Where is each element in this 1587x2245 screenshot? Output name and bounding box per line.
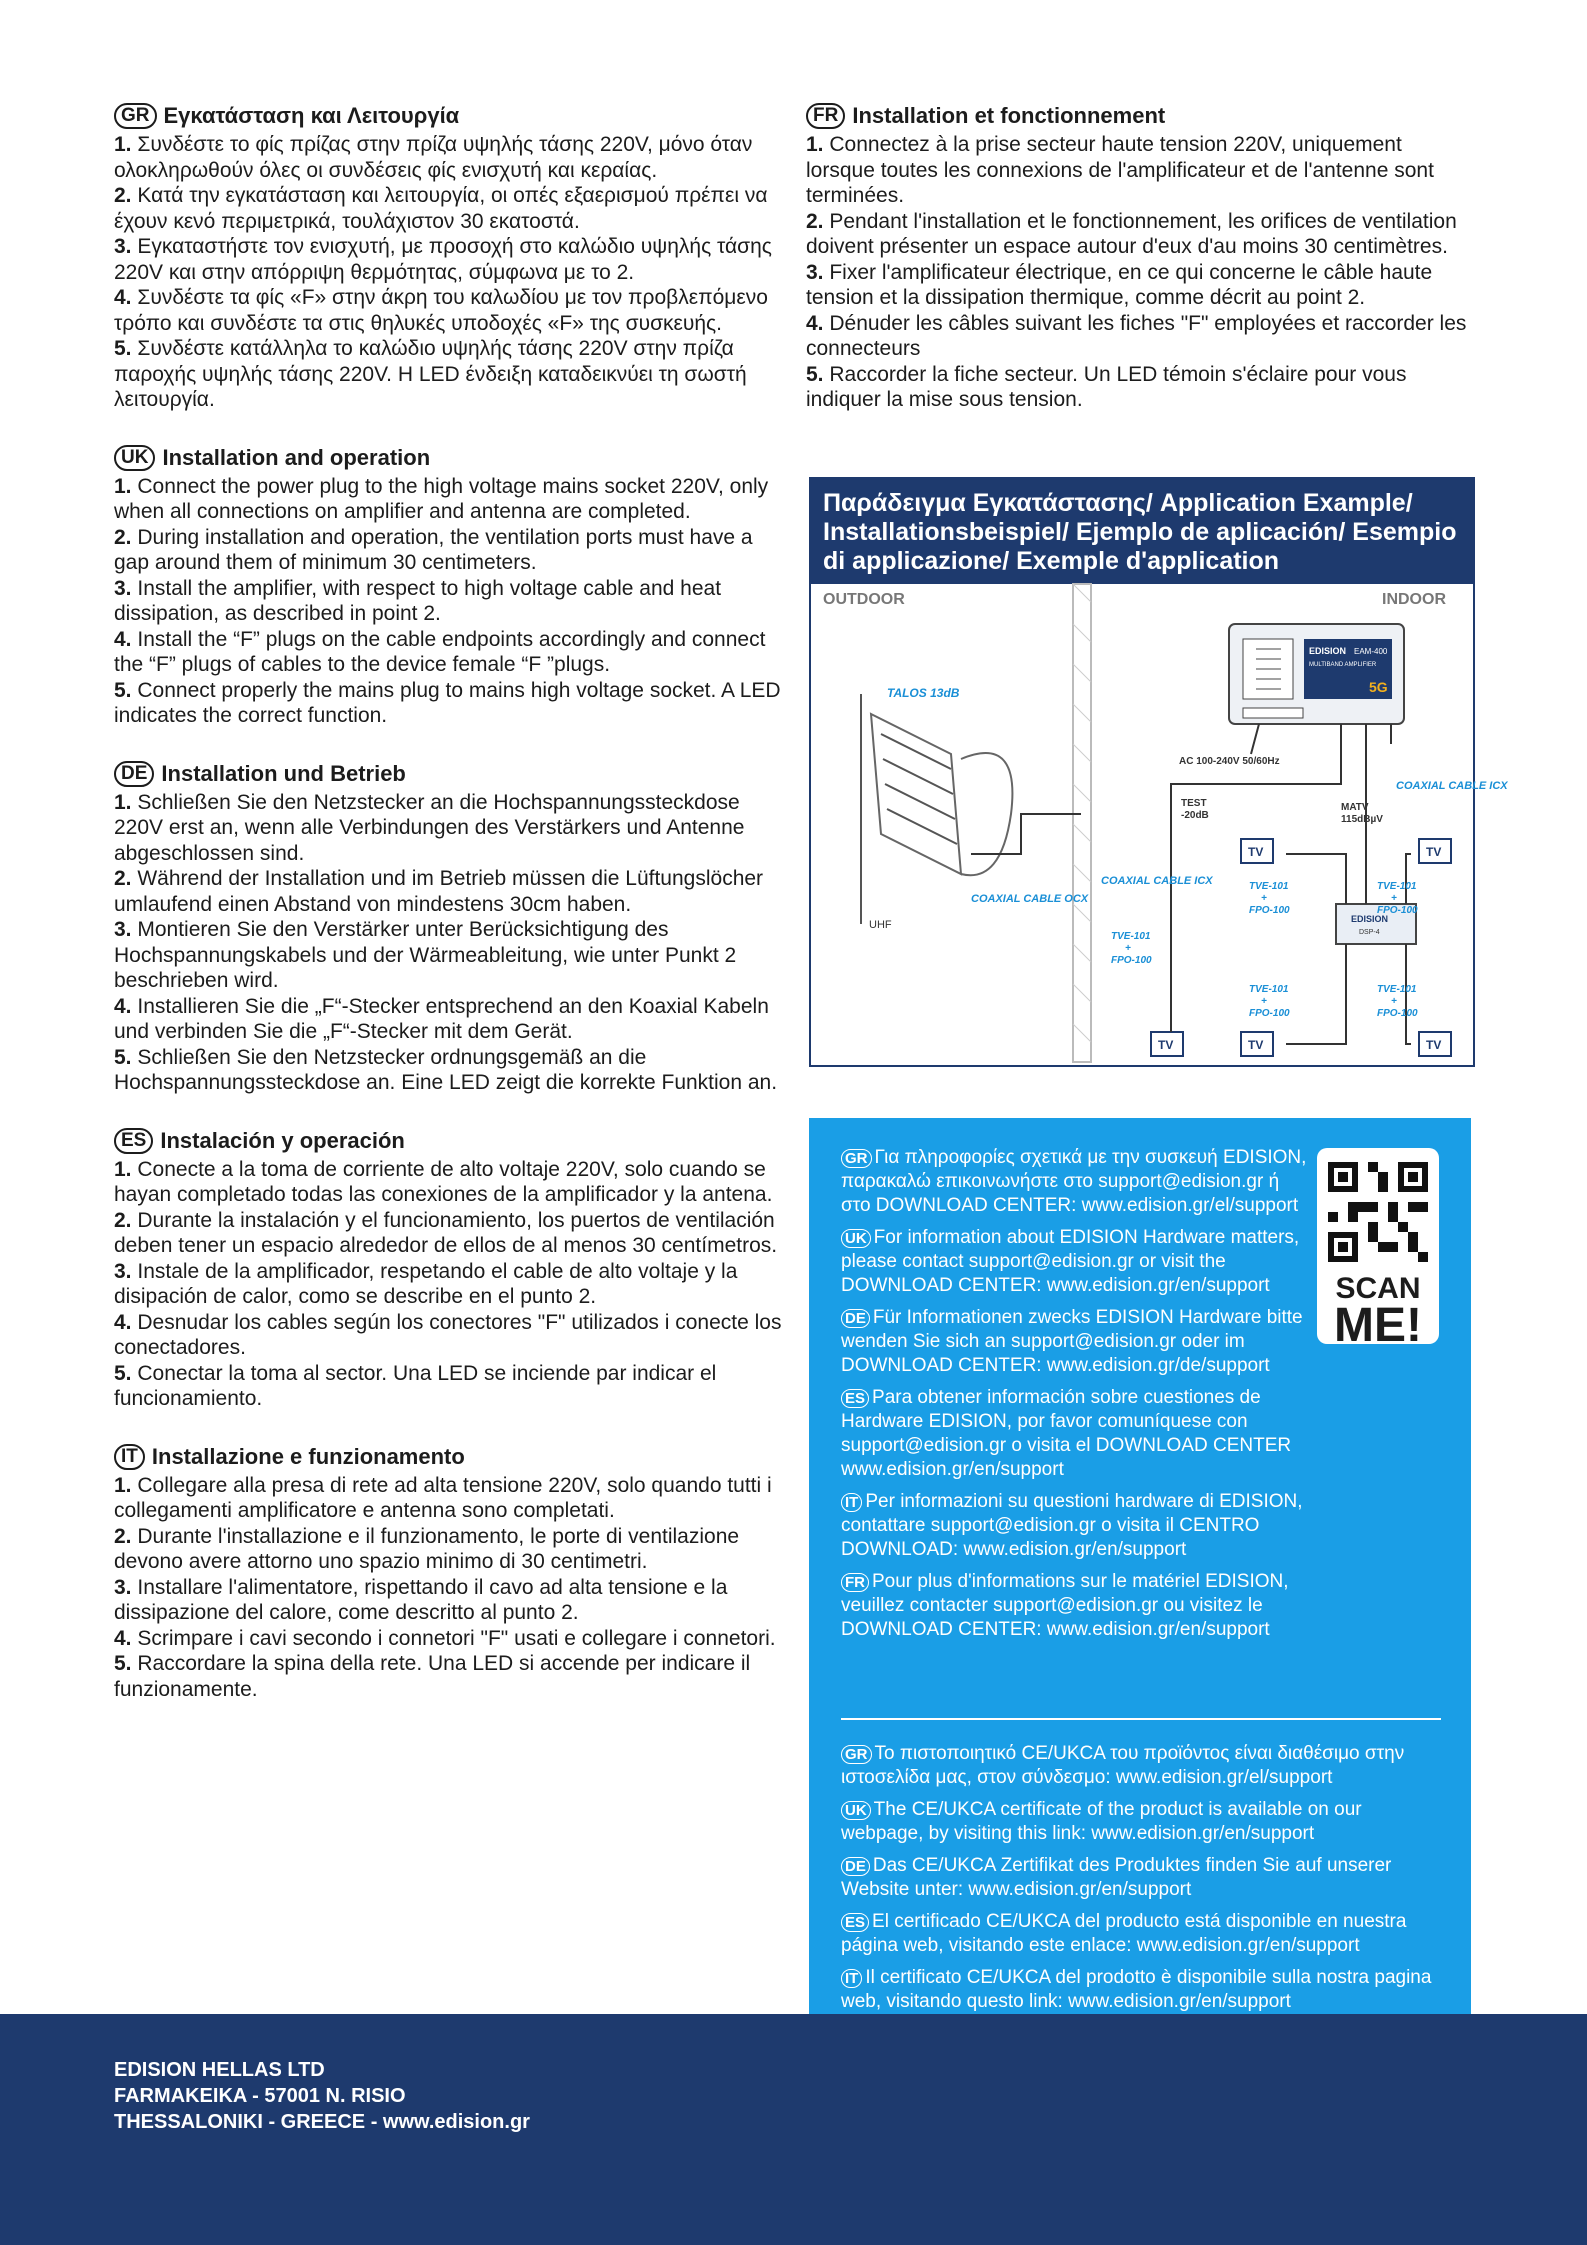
wall <box>1073 584 1091 1062</box>
svg-text:EDISION: EDISION <box>1351 914 1389 924</box>
step-number: 1. <box>114 1157 132 1181</box>
step <box>114 183 784 234</box>
lang-badge: UK <box>841 1801 871 1820</box>
cert-item <box>841 1742 1441 1790</box>
lang-badge: GR <box>841 1745 872 1764</box>
step-number: 1. <box>806 133 824 156</box>
step <box>114 678 784 729</box>
svg-text:+: + <box>1125 943 1131 954</box>
installation-diagram <box>811 584 1508 1062</box>
left-column <box>114 103 784 1734</box>
step <box>114 1208 784 1259</box>
svg-text:FPO-100: FPO-100 <box>1377 1008 1418 1019</box>
svg-text:MULTIBAND AMPLIFIER: MULTIBAND AMPLIFIER <box>1309 662 1377 668</box>
cert-item <box>841 1910 1441 1958</box>
step <box>114 627 784 678</box>
svg-text:FPO-100: FPO-100 <box>1111 955 1152 966</box>
lang-badge: DE <box>841 1309 870 1328</box>
lang-badge: UK <box>841 1229 871 1248</box>
svg-text:TVE-101: TVE-101 <box>1111 931 1151 942</box>
step-number: 5. <box>114 337 132 360</box>
step <box>114 1045 784 1096</box>
svg-text:DSP-4: DSP-4 <box>1359 929 1380 936</box>
cert-text: Το πιστοποιητικό CE/UKCA του προϊόντος είναι διαθέσιμο στην ιστοσελίδα μας, στον σύνδεσμο: www.edision.gr/el/support <box>841 1743 1405 1788</box>
step <box>114 1651 784 1702</box>
step-number: 5. <box>114 1361 132 1385</box>
section-title: Installation und Betrieb <box>161 760 406 786</box>
step-number: 1. <box>114 474 132 498</box>
step <box>114 1473 784 1524</box>
step-text: Connectez à la prise secteur haute tension 220V, uniquement lorsque toutes les connexions de l'amplificateur et de l'antenne sont terminées. <box>806 133 1434 207</box>
support-item <box>841 1146 1311 1218</box>
section-title: Installazione e funzionamento <box>151 1443 465 1469</box>
step-text: Während der Installation und im Betrieb müssen die Lüftungslöcher umlaufend einen Abstand von mindestens 30cm haben. <box>114 867 764 916</box>
step-text: Conecte a la toma de corriente de alto voltaje 220V, solo cuando se hayan completado todas las conexiones de la amplificador y la antena. <box>114 1157 773 1206</box>
test-label: TEST <box>1181 798 1207 809</box>
step <box>114 525 784 576</box>
tv-label: TV <box>1248 845 1264 859</box>
step <box>114 866 784 917</box>
step-text: During installation and operation, the ventilation ports must have a gap around them of minimum 30 centimeters. <box>114 525 753 574</box>
coax-icx-label: COAXIAL CABLE ICX <box>1396 780 1508 792</box>
step-text: Conectar la toma al sector. Una LED se inciende par indicar el funcionamiento. <box>114 1361 717 1410</box>
step-text: Instale de la amplificador, respetando el cable de alto voltaje y la disipación de calor, como se describe en el punto 2. <box>114 1259 738 1308</box>
antenna-label: TALOS 13dB <box>887 686 960 700</box>
cert-item <box>841 1854 1441 1902</box>
section-title: Instalación y operación <box>160 1127 405 1153</box>
section-es <box>114 1128 784 1412</box>
lang-badge: FR <box>841 1573 869 1592</box>
svg-text:TVE-101: TVE-101 <box>1249 984 1289 995</box>
svg-text:EAM-400: EAM-400 <box>1354 647 1388 656</box>
section-heading <box>114 761 784 787</box>
application-example <box>809 477 1508 1067</box>
step-text: Συνδέστε τα φίς «F» στην άκρη του καλωδίου με τον προβλεπόμενο τρόπο και συνδέστε τα στις θηλυκές υποδοχές «F» της συσκευής. <box>114 286 768 335</box>
svg-text:+: + <box>1391 893 1397 904</box>
lang-badge: FR <box>806 103 845 129</box>
amplifier-device <box>1229 624 1404 724</box>
step <box>114 994 784 1045</box>
section-heading <box>806 103 1471 129</box>
step <box>806 362 1471 413</box>
step-number: 5. <box>114 1045 132 1069</box>
step <box>114 234 784 285</box>
section-title: Installation and operation <box>162 444 431 470</box>
step-text: Durante la instalación y el funcionamiento, los puertos de ventilación deben tener un espacio alrededor de ellos de al menos 30 centímetros. <box>114 1208 778 1257</box>
step-text: Schließen Sie den Netzstecker an die Hochspannungssteckdose 220V erst an, wenn alle Verbindungen des Verstärkers und Antenne abgeschlossen sind. <box>114 790 745 865</box>
step-number: 2. <box>114 525 132 549</box>
lang-badge: IT <box>114 1444 145 1470</box>
step <box>806 132 1471 209</box>
support-item <box>841 1570 1311 1642</box>
tv-label: TV <box>1158 1038 1174 1052</box>
step-text: Collegare alla presa di rete ad alta tensione 220V, solo quando tutti i collegamenti amplificatore e antenna sono completati. <box>114 1473 772 1522</box>
step-text: Install the “F” plugs on the cable endpoints accordingly and connect the “F” plugs of cables to the device female “F ”plugs. <box>114 627 766 676</box>
step <box>806 260 1471 311</box>
tv-label: TV <box>1426 1038 1442 1052</box>
section-heading <box>114 445 784 471</box>
support-info-box <box>809 1118 1471 2130</box>
coax-cable <box>971 814 1081 854</box>
lang-badge: DE <box>841 1857 870 1876</box>
step-number: 1. <box>114 790 132 814</box>
section-heading <box>114 103 784 129</box>
lang-badge: UK <box>114 445 155 471</box>
cert-item <box>841 1798 1441 1846</box>
step-number: 3. <box>806 260 824 284</box>
svg-text:FPO-100: FPO-100 <box>1249 905 1290 916</box>
svg-text:FPO-100: FPO-100 <box>1249 1008 1290 1019</box>
svg-text:5G: 5G <box>1369 679 1388 695</box>
lang-badge: IT <box>841 1969 862 1988</box>
step-number: 3. <box>114 1575 132 1599</box>
support-item <box>841 1386 1311 1482</box>
indoor-label: INDOOR <box>1382 591 1446 608</box>
lang-badge: DE <box>114 761 154 787</box>
cert-text: Das CE/UKCA Zertifikat des Produktes finden Sie auf unserer Website unter: www.edision.gr/en/support <box>841 1855 1392 1900</box>
support-item <box>841 1306 1311 1378</box>
svg-text:EDISION: EDISION <box>1309 646 1347 656</box>
step-text: Fixer l'amplificateur électrique, en ce qui concerne le câble haute tension et la dissipation thermique, comme décrit au point 2. <box>806 260 1433 309</box>
step-number: 1. <box>114 133 132 156</box>
step-number: 5. <box>114 678 132 702</box>
svg-text:FPO-100: FPO-100 <box>1377 905 1418 916</box>
step <box>114 1310 784 1361</box>
step-text: Εγκαταστήστε τον ενισχυτή, με προσοχή στο καλώδιο υψηλής τάσης 220V και στην απόρριψη θερμότητας, σύμφωνα με το 2. <box>114 235 772 284</box>
matv-db-label: 115dBµV <box>1341 814 1383 825</box>
section-title: Installation et fonctionnement <box>852 103 1166 129</box>
step-number: 2. <box>114 1524 132 1548</box>
right-column <box>806 103 1471 445</box>
step-number: 2. <box>114 867 132 890</box>
support-list <box>841 1146 1311 1650</box>
step-number: 3. <box>114 235 132 258</box>
step <box>114 1626 784 1652</box>
cert-text: The CE/UKCA certificate of the product is available on our webpage, by visiting this link: www.edision.gr/en/support <box>841 1799 1362 1844</box>
step-text: Installieren Sie die „F“-Stecker entsprechend an den Koaxial Kabeln und verbinden Sie die „F“-Stecker mit dem Gerät. <box>114 994 769 1043</box>
step <box>114 790 784 867</box>
outdoor-label: OUTDOOR <box>823 591 905 608</box>
svg-text:TVE-101: TVE-101 <box>1377 881 1417 892</box>
section-heading <box>114 1128 784 1154</box>
step-number: 3. <box>114 576 132 600</box>
step <box>114 1524 784 1575</box>
svg-text:+: + <box>1261 893 1267 904</box>
step-text: Connect properly the mains plug to mains high voltage socket. A LED indicates the correct function. <box>114 678 781 727</box>
coax-ocx-label: COAXIAL CABLE OCX <box>971 893 1089 905</box>
step-text: Desnudar los cables según los conectores "F" utilizados i conecte los conectadores. <box>114 1310 782 1359</box>
step-number: 4. <box>806 311 824 335</box>
support-text: Για πληροφορίες σχετικά με την συσκευή EDISION, παρακαλώ επικοινωνήστε στο support@edision.gr ή στο DOWNLOAD CENTER: www.edision.gr/el/support <box>841 1147 1307 1216</box>
svg-text:+: + <box>1391 996 1397 1007</box>
step <box>114 1575 784 1626</box>
section-fr <box>806 103 1471 413</box>
step-text: Pendant l'installation et le fonctionnement, les orifices de ventilation doivent présenter un espace autour d'eux d'au moins 30 centimètres. <box>806 209 1457 258</box>
step-number: 4. <box>114 627 132 651</box>
step-text: Durante l'installazione e il funzionamento, le porte di ventilazione devono avere attorno uno spazio minimo di 30 centimetri. <box>114 1524 740 1573</box>
step-text: Installare l'alimentatore, rispettando il cavo ad alta tensione e la dissipazione del calore, come descritto al punto 2. <box>114 1575 728 1624</box>
cert-item <box>841 1966 1441 2014</box>
step-number: 3. <box>114 1259 132 1283</box>
support-text: Für Informationen zwecks EDISION Hardware bitte wenden Sie sich an support@edision.gr oder im DOWNLOAD CENTER: www.edision.gr/de/support <box>841 1307 1303 1376</box>
step-number: 4. <box>114 1310 132 1334</box>
lang-badge: ES <box>841 1913 869 1932</box>
step-text: Schließen Sie den Netzstecker ordnungsgemäß an die Hochspannungssteckdose an. Eine LED zeigt die korrekte Funktion an. <box>114 1045 778 1094</box>
step-text: Dénuder les câbles suivant les fiches "F" employées et raccorder les connecteurs <box>806 311 1467 360</box>
application-title: Παράδειγμα Εγκατάστασης/ Application Example/ Installationsbeispiel/ Ejemplo de aplicación/ Esempio di applicazione/ Exemple d'application <box>811 479 1473 584</box>
step-number: 4. <box>114 1626 132 1650</box>
step <box>806 311 1471 362</box>
step-text: Συνδέστε το φίς πρίζας στην πρίζα υψηλής τάσης 220V, μόνο όταν ολοκληρωθούν όλες οι συνδέσεις φίς ενισχυτή και κεραίας. <box>114 133 753 182</box>
matv-label: MATV <box>1341 802 1369 813</box>
svg-text:TVE-101: TVE-101 <box>1377 984 1417 995</box>
qr-icon <box>1328 1162 1428 1262</box>
step <box>806 209 1471 260</box>
section-gr <box>114 103 784 413</box>
company-address <box>114 2057 530 2135</box>
step-text: Συνδέστε κατάλληλα το καλώδιο υψηλής τάσης 220V στην πρίζα παροχής υψηλής τάσης 220V. Η LED ένδειξη καταδεικνύει τη σωστή λειτουργία. <box>114 337 747 411</box>
coax-icx-label-2: COAXIAL CABLE ICX <box>1101 875 1213 887</box>
step-text: Montieren Sie den Verstärker unter Berücksichtigung des Hochspannungskabels und der Wärmeableitung, wie unter Punkt 2 beschrieben wird. <box>114 918 737 992</box>
support-text: For information about EDISION Hardware matters, please contact support@edision.gr or visit the DOWNLOAD CENTER: www.edision.gr/en/support <box>841 1227 1300 1296</box>
scan-label: SCAN <box>1335 1272 1421 1305</box>
step-number: 5. <box>806 362 824 386</box>
step-text: Install the amplifier, with respect to high voltage cable and heat dissipation, as described in point 2. <box>114 576 722 625</box>
lang-badge: ES <box>841 1389 869 1408</box>
support-text: Para obtener información sobre cuestiones de Hardware EDISION, por favor comuníquese con support@edision.gr o visita el DOWNLOAD CENTER www.edision.gr/en/support <box>841 1387 1292 1480</box>
step-number: 4. <box>114 994 132 1018</box>
step-number: 2. <box>114 1208 132 1232</box>
cert-text: Il certificato CE/UKCA del prodotto è disponibile sulla nostra pagina web, visitando questo link: www.edision.gr/en/support <box>841 1967 1432 2012</box>
footer <box>0 2014 1587 2245</box>
antenna-icon <box>861 694 1012 924</box>
step <box>114 474 784 525</box>
divider <box>841 1718 1441 1720</box>
uhf-label: UHF <box>869 919 892 931</box>
support-item <box>841 1226 1311 1298</box>
cert-text: El certificado CE/UKCA del producto está disponible en nuestra página web, visitando este enlace: www.edision.gr/en/support <box>841 1911 1407 1956</box>
section-heading <box>114 1444 784 1470</box>
qr-code[interactable] <box>1317 1148 1439 1352</box>
section-de <box>114 761 784 1096</box>
step <box>114 132 784 183</box>
step <box>114 1259 784 1310</box>
step <box>114 576 784 627</box>
step-number: 1. <box>114 1473 132 1497</box>
company-city: THESSALONIKI - GREECE - www.edision.gr <box>114 2111 530 2133</box>
company-name: EDISION HELLAS LTD <box>114 2059 325 2081</box>
step-number: 2. <box>806 209 824 233</box>
me-label: ME! <box>1334 1299 1422 1352</box>
section-uk <box>114 445 784 729</box>
section-title: Εγκατάσταση και Λειτουργία <box>163 103 460 129</box>
power-label: AC 100-240V 50/60Hz <box>1179 756 1280 767</box>
step-number: 4. <box>114 286 132 309</box>
step-text: Connect the power plug to the high voltage mains socket 220V, only when all connections on amplifier and antenna are completed. <box>114 474 769 523</box>
lang-badge: GR <box>114 103 157 129</box>
step-text: Raccordare la spina della rete. Una LED si accende per indicare il funzionamente. <box>114 1652 751 1701</box>
step-number: 2. <box>114 184 132 207</box>
support-text: Per informazioni su questioni hardware di EDISION, contattare support@edision.gr o visita il CENTRO DOWNLOAD: www.edision.gr/en/support <box>841 1491 1303 1560</box>
step-text: Scrimpare i cavi secondo i connetori "F" usati e collegare i connetori. <box>137 1626 776 1650</box>
tv-label: TV <box>1426 845 1442 859</box>
step <box>114 336 784 413</box>
step <box>114 285 784 336</box>
tv-label: TV <box>1248 1038 1264 1052</box>
svg-text:+: + <box>1261 996 1267 1007</box>
step-text: Κατά την εγκατάσταση και λειτουργία, οι οπές εξαερισμού πρέπει να έχουν κενό περιμετρικά, τουλάχιστον 30 εκατοστά. <box>114 184 768 233</box>
support-item <box>841 1490 1311 1562</box>
lang-badge: IT <box>841 1493 862 1512</box>
step-text: Raccorder la fiche secteur. Un LED témoin s'éclaire pour vous indiquer la mise sous tension. <box>806 362 1407 411</box>
test-db-label: -20dB <box>1181 810 1209 821</box>
step-number: 5. <box>114 1652 132 1675</box>
step <box>114 1157 784 1208</box>
company-street: FARMAKEIKA - 57001 N. RISIO <box>114 2085 406 2107</box>
step <box>114 1361 784 1412</box>
step <box>114 917 784 994</box>
support-text: Pour plus d'informations sur le matériel EDISION, veuillez contacter support@edision.gr ou visitez le DOWNLOAD CENTER: www.edision.gr/en/support <box>841 1571 1289 1640</box>
svg-text:TVE-101: TVE-101 <box>1249 881 1289 892</box>
lang-badge: GR <box>841 1149 872 1168</box>
lang-badge: ES <box>114 1128 153 1154</box>
section-it <box>114 1444 784 1703</box>
step-number: 3. <box>114 918 132 941</box>
